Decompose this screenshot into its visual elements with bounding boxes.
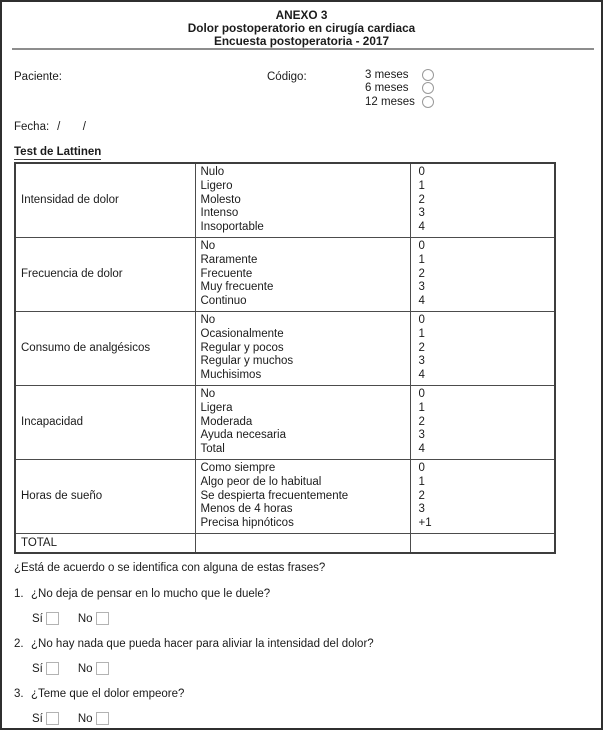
score-value: 3 [418,281,425,294]
scores-cell [410,163,555,237]
fecha-value: / / [57,121,86,133]
lattinen-row [15,459,555,533]
questions-section [14,562,594,727]
question-1-yes [32,612,59,625]
question-2-answers [32,662,109,675]
fecha-row [14,121,86,133]
yes-label: Sí [32,712,43,725]
score-value: 4 [418,443,425,456]
question-1 [14,588,270,600]
no-label: No [77,712,93,725]
score-value: 0 [418,313,425,326]
option-label: Precisa hipnóticos [200,517,294,530]
header-line-2: Dolor postoperatorio en cirugía cardiaca [187,21,416,35]
codigo-option-3-meses [365,68,434,82]
option-label: Moderada [200,415,253,428]
score-value: 3 [418,207,425,220]
checkbox-no-q1-icon[interactable] [96,612,109,625]
category-cell: Horas de sueño [15,459,195,533]
option-label: Frecuente [200,267,253,280]
question-3-no [78,712,109,725]
category-cell: Incapacidad [15,385,195,459]
checkbox-si-q3-icon[interactable] [46,712,59,725]
header-divider [12,48,594,50]
total-score-cell [410,533,555,553]
category-cell: Intensidad de dolor [15,163,195,237]
questions-intro [14,562,325,574]
lattinen-table-body [15,163,555,533]
options-cell [195,459,410,533]
radio-3-meses-icon[interactable] [422,69,434,81]
question-3-answers [32,712,109,725]
scores-cell [410,237,555,311]
option-label: Nulo [200,166,225,178]
question-1-no [78,612,109,625]
codigo-option-12-meses [365,95,434,109]
questions-intro-text: ¿Está de acuerdo o se identifica con alguna de estas frases? [14,562,326,574]
option-label: No [200,239,216,252]
codigo-option-label: 12 meses [365,95,415,108]
lattinen-row [15,237,555,311]
score-value: 1 [418,401,425,414]
score-value: 2 [418,341,425,354]
header-line-3: Encuesta postoperatoria - 2017 [213,34,390,48]
option-label: Muy frecuente [200,281,274,294]
options-cell [195,385,410,459]
form-header [2,9,601,48]
option-label: Se despierta frecuentemente [200,489,349,502]
options-cell [195,237,410,311]
option-label: Muchisimos [200,369,262,382]
scores-cell [410,311,555,385]
scores-cell [410,459,555,533]
score-value: 3 [418,429,425,442]
question-text: ¿No deja de pensar en lo mucho que le duele? [31,588,271,600]
option-label: Continuo [200,295,247,308]
codigo-option-label: 6 meses [365,82,409,95]
score-value: 0 [418,239,425,252]
scores-cell [410,385,555,459]
option-label: Menos de 4 horas [200,503,293,516]
total-row [15,533,555,553]
score-value: 1 [418,179,425,192]
score-value: 0 [418,387,425,400]
score-value: 2 [418,267,425,280]
score-value: 4 [418,221,425,234]
codigo-options [365,68,434,109]
yes-label: Sí [32,612,43,625]
checkbox-si-q1-icon[interactable] [46,612,59,625]
question-2 [14,638,374,650]
checkbox-no-q3-icon[interactable] [96,712,109,725]
score-value: +1 [418,517,432,530]
question-1-answers [32,612,109,625]
options-cell [195,311,410,385]
header-line-1: ANEXO 3 [275,8,328,22]
score-value: 2 [418,193,425,206]
option-label: Raramente [200,253,258,266]
option-label: No [200,313,216,326]
option-label: Molesto [200,193,241,206]
score-value: 3 [418,355,425,368]
test-title: Test de Lattinen [14,146,102,158]
option-label: Ligero [200,179,233,192]
option-label: Total [200,443,225,456]
question-3-yes [32,712,59,725]
lattinen-table [14,162,556,554]
option-label: Intenso [200,207,239,220]
score-value: 0 [418,461,425,474]
category-cell: Frecuencia de dolor [15,237,195,311]
fecha-label: Fecha: [14,121,50,133]
checkbox-no-q2-icon[interactable] [96,662,109,675]
question-2-yes [32,662,59,675]
option-label: Regular y muchos [200,355,294,368]
category-cell: Consumo de analgésicos [15,311,195,385]
score-value: 0 [418,166,425,178]
codigo-option-6-meses [365,82,434,96]
question-2-no [78,662,109,675]
score-value: 3 [418,503,425,516]
yes-label: Sí [32,662,43,675]
option-label: Ayuda necesaria [200,429,286,442]
score-value: 1 [418,475,425,488]
radio-6-meses-icon[interactable] [422,82,434,94]
no-label: No [77,662,93,675]
no-label: No [77,612,93,625]
radio-12-meses-icon[interactable] [422,96,434,108]
score-value: 4 [418,295,425,308]
score-value: 1 [418,253,425,266]
score-value: 4 [418,369,425,382]
lattinen-row [15,385,555,459]
option-label: Como siempre [200,461,276,474]
question-number: 3. [14,688,24,700]
option-label: Ligera [200,401,233,414]
total-label-cell: TOTAL [15,533,195,553]
option-label: Ocasionalmente [200,327,284,340]
codigo-option-label: 3 meses [365,68,409,81]
checkbox-si-q2-icon[interactable] [46,662,59,675]
question-number: 1. [14,588,24,600]
option-label: Algo peor de lo habitual [200,475,322,488]
paciente-label: Paciente: [14,71,62,83]
lattinen-row [15,163,555,237]
score-value: 2 [418,415,425,428]
option-label: Regular y pocos [200,341,284,354]
total-empty-cell [195,533,410,553]
option-label: No [200,387,216,400]
question-number: 2. [14,638,24,650]
options-cell [195,163,410,237]
codigo-label: Código: [267,71,307,83]
question-text: ¿No hay nada que pueda hacer para aliviar la intensidad del dolor? [31,638,374,650]
question-text: ¿Teme que el dolor empeore? [31,688,185,700]
lattinen-row [15,311,555,385]
option-label: Insoportable [200,221,264,234]
score-value: 2 [418,489,425,502]
score-value: 1 [418,327,425,340]
question-3 [14,688,184,700]
